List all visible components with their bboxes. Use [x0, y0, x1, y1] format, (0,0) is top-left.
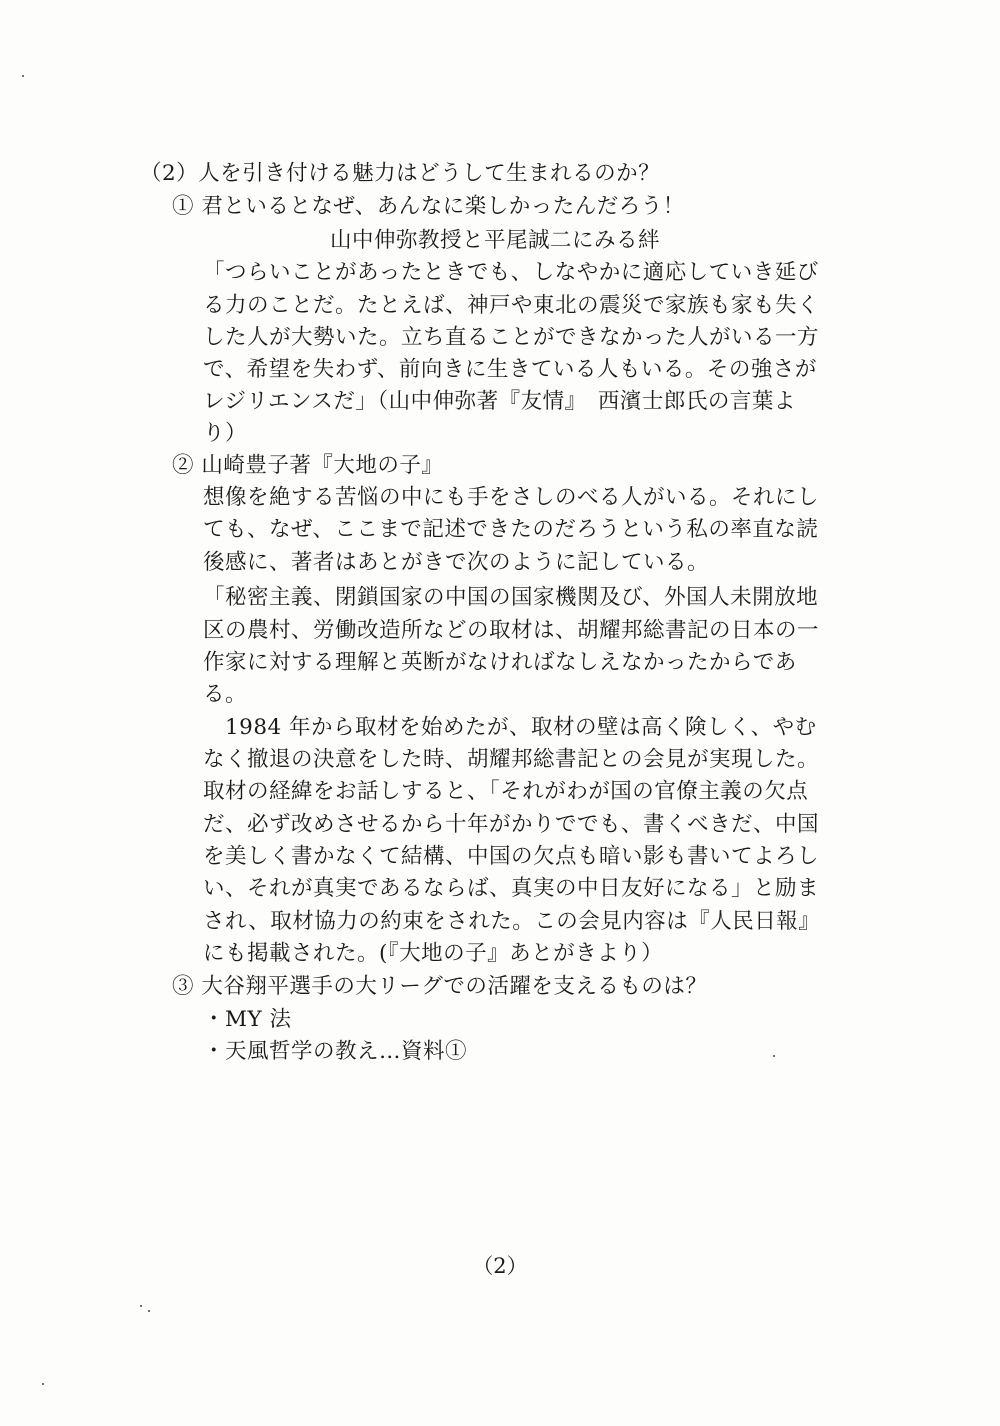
item1-subtitle: 山中伸弥教授と平尾誠二にみる絆 [330, 228, 661, 253]
item1-line: で、希望を失わず、前向きに生きている人もいる。その強さが [203, 357, 817, 382]
item1-line: り） [203, 421, 248, 446]
scan-speck [140, 1305, 142, 1307]
page-number: （2） [472, 1254, 528, 1278]
item2-title: ② 山崎豊子著『大地の子』 [172, 453, 444, 478]
item1-line: る力のことだ。たとえば、神戸や東北の震災で家族も家も失く [203, 293, 820, 318]
item2-para1-line: 想像を絶する苦悩の中にも手をさしのべる人がいる。それにし [203, 485, 820, 510]
scan-speck [22, 75, 24, 77]
item1-line: 「つらいことがあったときでも、しなやかに適応していき延び [203, 260, 819, 285]
item3-title: ③ 大谷翔平選手の大リーグでの活躍を支えるものは？ [172, 974, 708, 999]
scan-speck [773, 1055, 775, 1057]
item2-para3-line: され、取材協力の約束をされた。この会見内容は『人民日報』 [203, 909, 821, 934]
item2-para2-line: 区の農村、労働改造所などの取材は、胡耀邦総書記の日本の一 [203, 618, 820, 643]
item2-para3-line: なく撤退の決意をした時、胡耀邦総書記との会見が実現した。 [203, 747, 820, 772]
item2-para3-line: 1984 年から取材を始めたが、取材の壁は高く険しく、やむ [203, 715, 817, 740]
item2-para3-line: い、それが真実であるならば、真実の中日友好になる」と励ま [203, 876, 820, 901]
item2-para2-line: 作家に対する理解と英断がなければなしえなかったからであ [203, 650, 797, 675]
scan-speck [148, 1310, 150, 1312]
item2-para3-line: を美しく書かなくて結構、中国の欠点も暗い影も書いてよろし [203, 844, 820, 869]
item2-para2-line: る。 [203, 682, 248, 707]
item1-line: レジリエンスだ」（山中伸弥著『友情』 西濱士郎氏の言葉よ [203, 389, 796, 414]
scan-speck [42, 1383, 44, 1385]
section-heading: （2）人を引き付ける魅力はどうして生まれるのか？ [140, 161, 661, 186]
item2-para1-line: 後感に、著者はあとがきで次のように記している。 [203, 550, 710, 575]
item3-bullet: ・MY 法 [203, 1007, 292, 1032]
item1-line: した人が大勢いた。立ち直ることができなかった人がいる一方 [203, 325, 820, 350]
item3-bullet: ・天風哲学の教え…資料① [203, 1039, 468, 1064]
item2-para3-line: 取材の経緯をお話しすると、「それがわが国の官僚主義の欠点 [203, 779, 809, 804]
item1-title: ① 君といるとなぜ、あんなに楽しかったんだろう！ [172, 194, 685, 219]
item2-para2-line: 「秘密主義、閉鎖国家の中国の国家機関及び、外国人未開放地 [203, 585, 819, 610]
item2-para3-line: だ、必ず改めさせるから十年がかりででも、書くべきだ、中国 [203, 812, 820, 837]
item2-para3-line: にも掲載された。(『大地の子』あとがきより） [203, 941, 664, 966]
item2-para1-line: ても、なぜ、ここまで記述できたのだろうという私の率直な読 [203, 517, 819, 542]
